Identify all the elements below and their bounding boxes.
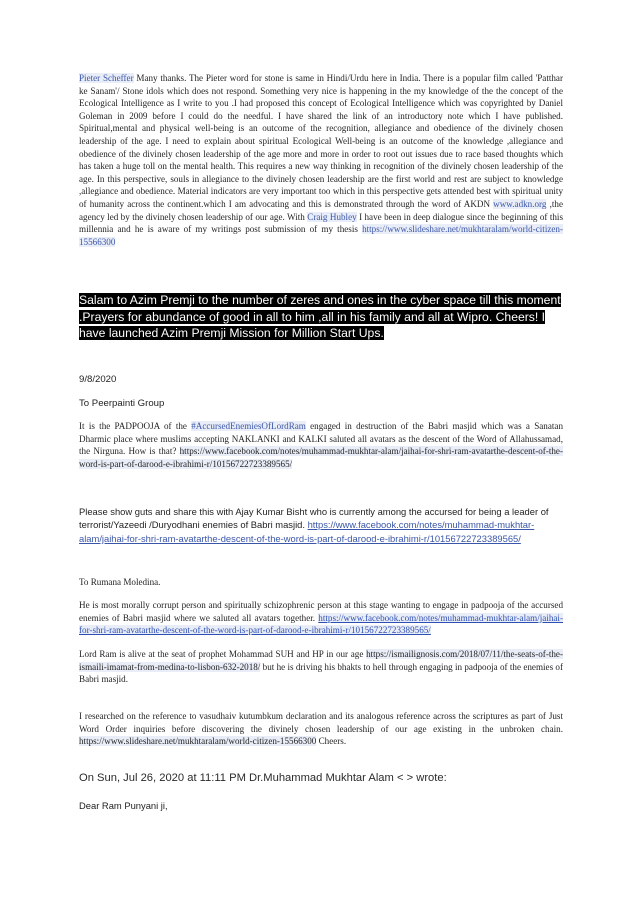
paragraph-text: engaged in destruction of the Babri masjid which was a Sanatan Dharmic place where muslims accepting NAKLANKI and KALKI saluted all avatars as the descent of the Word of Allahussamad, the Nirguna. How is that?: [79, 421, 563, 457]
addressee-rumana: To Rumana Moledina.: [79, 577, 161, 587]
banner-block: [79, 292, 563, 342]
paragraph-share: [79, 505, 563, 545]
mention-craig-hubley[interactable]: Craig Hubley: [307, 211, 357, 222]
paragraph-corrupt: [79, 599, 563, 637]
link-facebook-note[interactable]: https://www.facebook.com/notes/muhammad-mukhtar-alam/jaihai-for-shri-ram-avatarthe-descent-of-the-word-is-part-of-darood-e-ibrahimi-r/10156722723389565/: [79, 519, 535, 544]
paragraph-text: I researched on the reference to vasudhaiv kutumbkum declaration and its analogous reference across the scriptures as part of Just Word Order inquiries before discovering the divinely chosen leadership of our age existing in the unbroken chain.: [79, 711, 563, 734]
link-ismailignosis[interactable]: https://ismailignosis.com/2018/07/11/the-seats-of-the-ismaili-imamat-from-medina-to-lisbon-632-2018/: [79, 649, 563, 672]
link-slideshare-thesis[interactable]: https://www.slideshare.net/mukhtaralam/world-citizen-15566300: [79, 224, 563, 247]
paragraph-text: but he is driving his bhakts to hell through engaging in padpooja of the enemies of Babri masjid.: [79, 661, 563, 685]
paragraph-text: I have been in deep dialogue since the beginning of this millennia and he is aware of my writings post submission of my thesis: [79, 211, 563, 235]
paragraph-padpooja: [79, 420, 563, 470]
email-quote-header: On Sun, Jul 26, 2020 at 11:11 PM Dr.Muhammad Mukhtar Alam < > wrote:: [79, 772, 447, 784]
paragraph-text: It is the PADPOOJA of the: [79, 421, 192, 431]
paragraph-scheffer: [79, 72, 563, 248]
salutation: Dear Ram Punyani ji,: [79, 800, 168, 811]
date-line: 9/8/2020: [79, 374, 117, 385]
paragraph-text: Please show guts and share this with Ajay Kumar Bisht who is currently among the accursed for being a leader of terrorist/Yazeedi /Duryodhani enemies of Babri masjid.: [79, 506, 549, 531]
paragraph-text: Many thanks. The Pieter word for stone is same in Hindi/Urdu here in India. There is a popular film called 'Patthar ke Sanam'/ Stone idols which does not respond. Something very nice is happening in the my knowledge of the the concept of the Ecological Intelligence as I write to you .I had proposed this concept of Ecological Intelligence which was copyrighted by Daniel Goleman in 2009 before I could do the needful. I have shared the link of an introductory note which I have published. Spiritual,mental and physical well-being is an outcome of the recognition, allegiance and obedience of the divinely chosen leadership of the age. I need to explain about spiritual Ecological Well-being is an outcome of the knowledge ,allegiance and obedience of the divinely chosen leadership of the age more and more in order to root out issues due to race based thoughts which has taken a huge toll on the mental health. This requires a new way thinking in recognition of the divinely chosen leadership of the age. In this perspective, souls in allegiance to the divinely chosen leadership are the first world and rest are subject to knowledge ,allegiance and obedience. Material indicators are very important too which in this perspective gets attended best with spiritual unity of humanity across the continent.which I am advocating and this is demonstrated through the word of AKDN: [79, 73, 563, 209]
paragraph-vasudhaiv: [79, 710, 563, 748]
paragraph-text: ,the agency led by the divinely chosen leadership of our age. With: [79, 198, 563, 222]
link-facebook-note[interactable]: https://www.facebook.com/notes/muhammad-mukhtar-alam/jaihai-for-shri-ram-avatarthe-descent-of-the-word-is-part-of-darood-e-ibrahimi-r/10156722723389565/: [79, 612, 563, 636]
addressee-peerpainti: To Peerpainti Group: [79, 398, 165, 409]
hashtag-link[interactable]: #AccursedEnemiesOfLordRam: [191, 421, 306, 431]
link-slideshare[interactable]: https://www.slideshare.net/mukhtaralam/world-citizen-15566300: [79, 736, 317, 747]
paragraph-text: Lord Ram is alive at the seat of prophet Mohammad SUH and HP in our age: [79, 649, 367, 659]
paragraph-lord-ram: [79, 648, 563, 686]
mention-pieter-scheffer[interactable]: Pieter Scheffer: [79, 73, 134, 83]
banner-text: Salam to Azim Premji to the number of zeres and ones in the cyber space till this moment .Prayers for abundance of good in all to him ,all in his family and all at Wipro. Cheers! I have launched Azim Premji Mission for Million Start Ups.: [79, 293, 561, 341]
paragraph-text: Cheers.: [316, 736, 347, 747]
link-facebook-note[interactable]: https://www.facebook.com/notes/muhammad-mukhtar-alam/jaihai-for-shri-ram-avatarthe-descent-of-the-word-is-part-of-darood-e-ibrahimi-r/10156722723389565/: [79, 446, 563, 469]
link-adkn[interactable]: www.adkn.org: [493, 198, 547, 209]
paragraph-text: He is most morally corrupt person and spiritually schizophrenic person at this stage wanting to engage in padpooja of the accursed enemies of Babri masjid where we saluted all avatars together.: [79, 600, 563, 623]
